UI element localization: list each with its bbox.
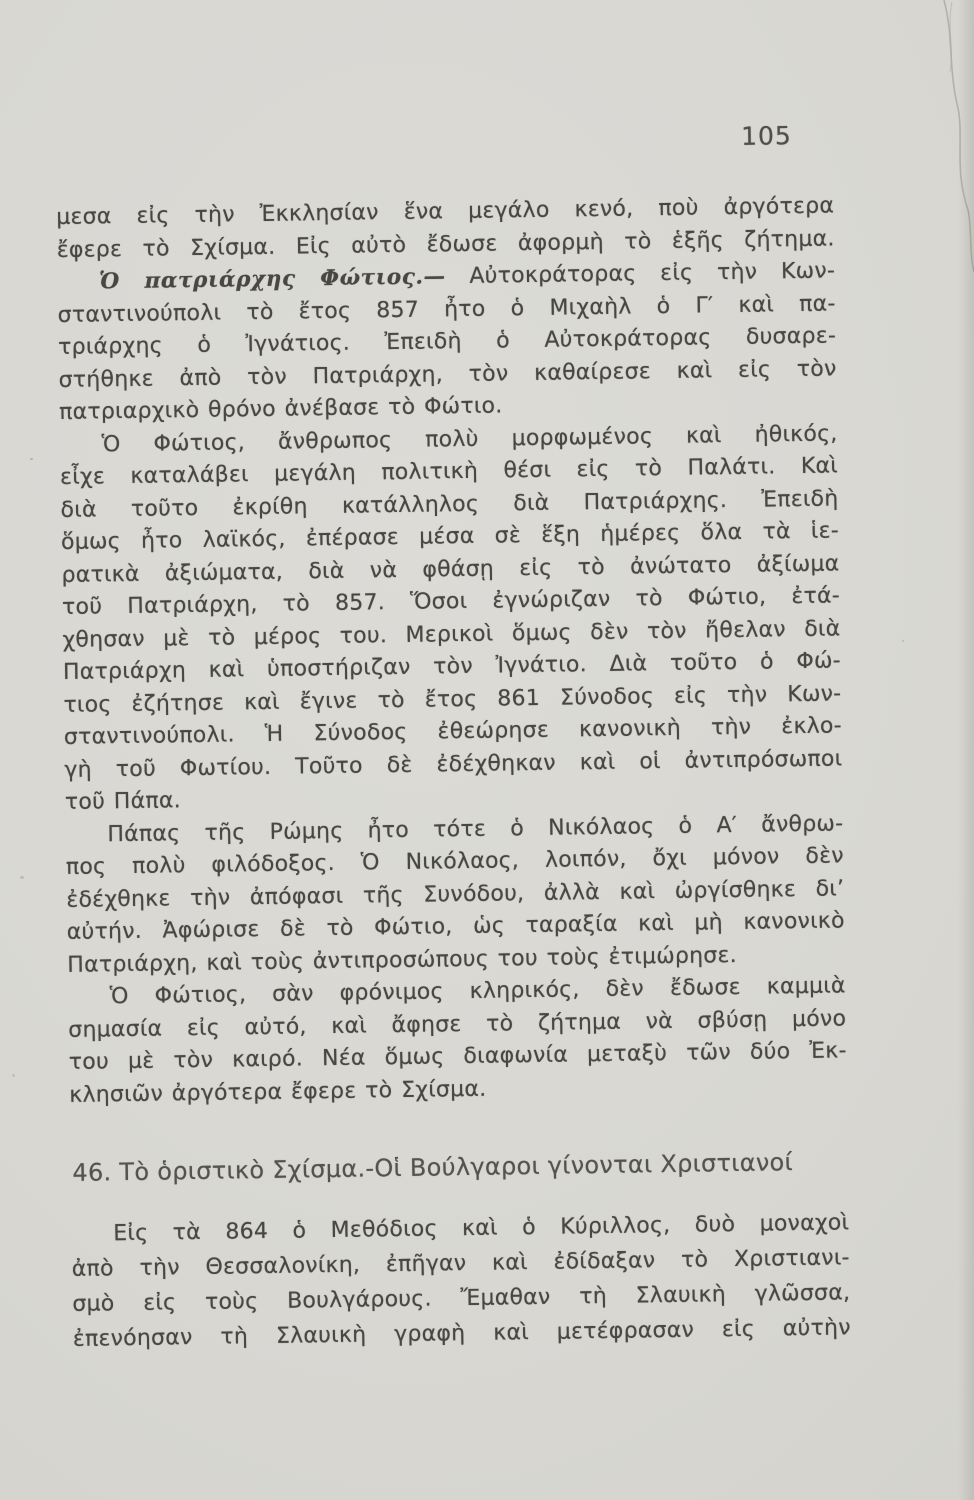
- text-line: Εἰς τὰ 864 ὁ Μεθόδιος καὶ ὁ Κύριλλος, δυὸ μοναχοὶ: [113, 1210, 850, 1247]
- text-line: αὐτήν. Ἀφώρισε δὲ τὸ Φώτιο, ὡς ταραξία καὶ μὴ κανονικὸ: [66, 908, 845, 945]
- text-line: του μὲ τὸν καιρό. Νέα ὅμως διαφωνία μεταξὺ τῶν δύο Ἐκ-: [68, 1038, 847, 1075]
- text-line: πος πολὺ φιλόδοξος. Ὁ Νικόλαος, λοιπόν, ὄχι μόνον δὲν: [65, 843, 844, 880]
- text-line: σταντινούπολι τὸ ἔτος 857 ἦτο ὁ Μιχαὴλ ὁ Γ′ καὶ πα-: [57, 290, 836, 328]
- text-line: σταντινούπολι. Ἡ Σύνοδος ἐθεώρησε κανονικὴ τὴν ἐκλο-: [63, 713, 843, 750]
- text-line: χθησαν μὲ τὸ μέρος του. Μερικοὶ ὅμως δὲν τὸν ἤθελαν διὰ: [62, 615, 841, 653]
- scan-speck: [30, 458, 33, 460]
- text-line: Ὁ Φώτιος, σὰν φρόνιμος κληρικός, δὲν ἔδωσε καμμιὰ: [109, 973, 846, 1010]
- text-line: τοῦ Πατριάρχη, τὸ 857. Ὅσοι ἐγνώριζαν τὸ Φώτιο, ἐτά-: [61, 583, 841, 620]
- scan-speck: [902, 640, 904, 642]
- text-line: Ὁ Φώτιος, ἄνθρωπος πολὺ μορφωμένος καὶ ἠθικός,: [101, 420, 838, 457]
- text-line: Πατριάρχη καὶ ὑποστήριζαν τὸν Ἰγνάτιο. Διὰ τοῦτο ὁ Φώ-: [62, 648, 842, 685]
- paper-crease: [884, 0, 974, 290]
- scan-speck: [20, 876, 24, 879]
- text-line: Πατριάρχη, καὶ τοὺς ἀντιπροσώπους του τοὺς ἐτιμώρησε.: [67, 942, 738, 978]
- text-line: εἶχε καταλάβει μεγάλη πολιτικὴ θέσι εἰς τὸ Παλάτι. Καὶ: [59, 453, 839, 490]
- text-line: διὰ τοῦτο ἐκρίθη κατάλληλος διὰ Πατριάρχης. Ἐπειδὴ: [60, 485, 839, 523]
- page-edge-shadow: [958, 0, 974, 1500]
- page-number: 105: [740, 121, 793, 151]
- paragraph-lead-in: Ὁ πατριάρχης Φώτιος.—: [99, 264, 446, 295]
- text-line: σμὸ εἰς τοὺς Βουλγάρους. Ἔμαθαν τὴ Σλαυικὴ γλῶσσα,: [72, 1280, 851, 1317]
- text-line: ἀπὸ τὴν Θεσσαλονίκη, ἐπῆγαν καὶ ἐδίδαξαν τὸ Χριστιανι-: [71, 1245, 850, 1282]
- text-line: τριάρχης ὁ Ἰγνάτιος. Ἐπειδὴ ὁ Αὐτοκράτορας δυσαρε-: [57, 323, 837, 360]
- text-line: ἐδέχθηκε τὴν ἀπόφασι τῆς Συνόδου, ἀλλὰ καὶ ὠργίσθηκε δι’: [66, 875, 845, 913]
- text-line: γὴ τοῦ Φωτίου. Τοῦτο δὲ ἐδέχθηκαν καὶ οἱ ἀντιπρόσωποι: [64, 745, 843, 783]
- page-text-block: [56, 121, 851, 1356]
- text-line: Πάπας τῆς Ρώμης ἦτο τότε ὁ Νικόλαος ὁ Α′ ἄνθρω-: [107, 810, 844, 847]
- text-line: σημασία εἰς αὐτό, καὶ ἄφησε τὸ ζήτημα νὰ σβύσῃ μόνο: [68, 1005, 847, 1043]
- text-line: μεσα εἰς τὴν Ἐκκλησίαν ἕνα μεγάλο κενό, ποὺ ἀργότερα: [56, 193, 835, 230]
- scan-speck: [12, 1074, 15, 1077]
- text-line: ὅμως ἦτο λαϊκός, ἐπέρασε μέσα σὲ ἕξη ἡμέρες ὅλα τὰ ἱε-: [60, 518, 840, 555]
- text-line: κλησιῶν ἀργότερα ἔφερε τὸ Σχίσμα.: [69, 1076, 487, 1108]
- text-line: ἐπενόησαν τὴ Σλαυικὴ γραφὴ καὶ μετέφρασαν εἰς αὐτὴν: [72, 1315, 851, 1352]
- text-line: ἔφερε τὸ Σχίσμα. Εἰς αὐτὸ ἔδωσε ἀφορμὴ τὸ ἑξῆς ζήτημα.: [56, 225, 835, 263]
- paragraph: [71, 1205, 851, 1357]
- text-line: τοῦ Πάπα.: [64, 788, 182, 815]
- text-line: στήθηκε ἀπὸ τὸν Πατριάρχη, τὸν καθαίρεσε καὶ εἰς τὸν: [58, 355, 837, 393]
- text-run: Αὐτοκράτορας εἰς τὴν Κων-: [445, 258, 836, 290]
- text-line: ρατικὰ ἀξιώματα, διὰ νὰ φθάσῃ εἰς τὸ ἀνώτατο ἀξίωμα: [61, 550, 840, 588]
- text-line: πατριαρχικὸ θρόνο ἀνέβασε τὸ Φώτιο.: [58, 393, 503, 425]
- text-line: τιος ἐζήτησε καὶ ἔγινε τὸ ἔτος 861 Σύνοδος εἰς τὴν Κων-: [63, 680, 842, 718]
- section-heading: 46. Τὸ ὁριστικὸ Σχίσμα.-Οἱ Βούλγαροι γίνονται Χριστιανοί: [72, 1148, 794, 1187]
